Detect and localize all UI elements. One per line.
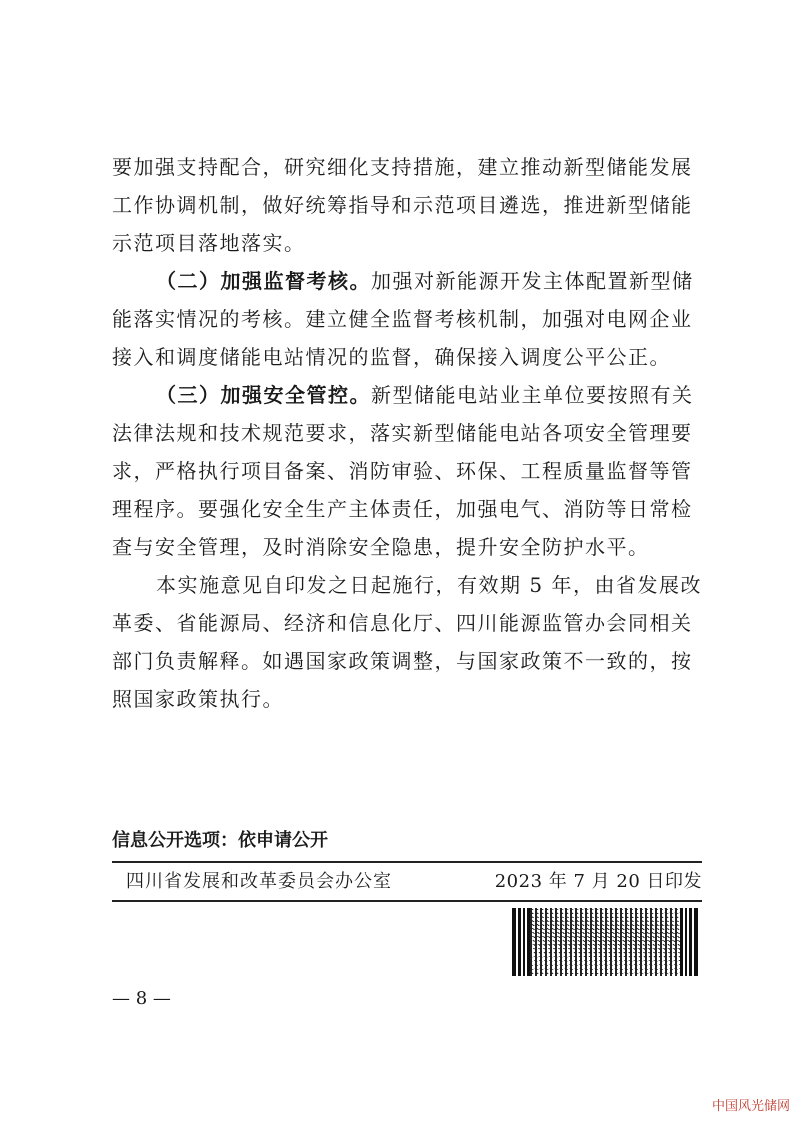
paragraph-3-heading: （三）加强安全管控。 [156,383,371,407]
info-disclosure-option: 信息公开选项：依申请公开 [112,830,328,851]
paragraph-1-text: 要加强支持配合，研究细化支持措施，建立推动新型储能发展工作协调机制，做好统筹指导和示范项目遴选，推进新型储能示范项目落地落实。 [112,155,693,255]
paragraph-3 [112,376,708,566]
issue-date: 2023 年 7 月 20 日印发 [494,871,702,892]
barcode-finder-left [512,908,530,976]
site-watermark: 中国风光储网 [711,1099,790,1114]
page-number: — 8 — [112,988,171,1009]
document-barcode [512,908,698,976]
barcode-finder-right [680,908,698,976]
barcode-pattern [530,908,680,976]
paragraph-4-text: 本实施意见自印发之日起施行，有效期 5 年，由省发展改革委、省能源局、经济和信息化厅、四川能源监管办会同相关部门负责解释。如遇国家政策调整，与国家政策不一致的，按照国家政策执行。 [112,573,702,711]
paragraph-2-heading: （二）加强监督考核。 [156,269,371,293]
paragraph-4 [112,566,708,718]
issuer-name: 四川省发展和改革委员会办公室 [126,871,392,892]
paragraph-2-text: 加强对新能源开发主体配置新型储能落实情况的考核。建立健全监督考核机制，加强对电网企业接入和调度储能电站情况的监督，确保接入调度公平公正。 [112,269,694,369]
top-rule [112,861,702,863]
body-text [112,148,708,718]
paragraph-3-text: 新型储能电站业主单位要按照有关法律法规和技术规范要求，落实新型储能电站各项安全管理要求，严格执行项目备案、消防审验、环保、工程质量监督等管理程序。要强化安全生产主体责任，加强电气、消防等日常检查与安全管理，及时消除安全隐患，提升安全防护水平。 [112,383,694,559]
paragraph-2 [112,262,708,376]
paragraph-1 [112,148,708,262]
bottom-rule [112,900,702,902]
